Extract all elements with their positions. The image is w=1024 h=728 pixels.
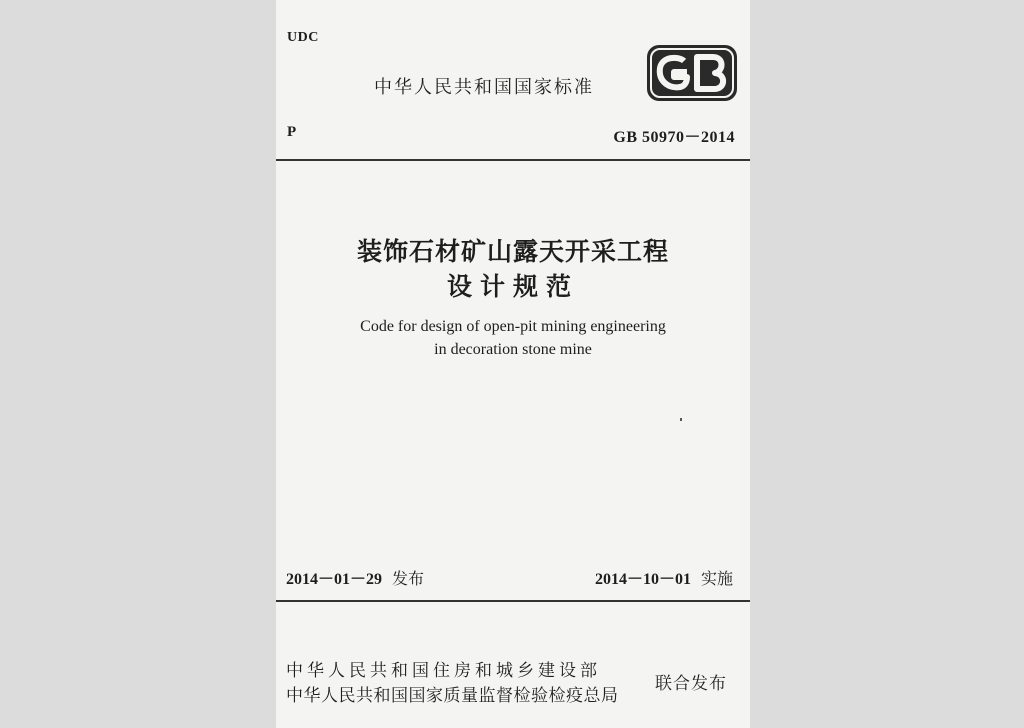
print-speck: [680, 418, 682, 421]
issuer-ministry-housing: 中华人民共和国住房和城乡建设部: [286, 661, 601, 681]
title-en-line1: Code for design of open-pit mining engineering: [360, 318, 666, 335]
classification-code: P: [287, 124, 297, 140]
implement-date: 2014－10－01: [594, 571, 691, 588]
gb-logo: [646, 44, 738, 102]
issue-label: 发布: [392, 569, 425, 588]
joint-issue-label: 联合发布: [655, 674, 727, 694]
issuer-aqsiq: 中华人民共和国国家质量监督检验检疫总局: [286, 686, 619, 706]
standard-number: GB 50970－2014: [613, 129, 735, 146]
title-cn-line2: 设计规范: [446, 272, 579, 301]
implement-date-block: [595, 566, 733, 589]
national-standard-heading: 中华人民共和国国家标准: [374, 77, 594, 98]
udc-label: UDC: [287, 30, 319, 45]
issue-date-block: [286, 566, 424, 589]
footer-divider: [276, 600, 750, 602]
title-cn-line1: 装饰石材矿山露天开采工程: [356, 237, 669, 266]
standard-cover-page: [276, 0, 750, 728]
header-divider: [276, 159, 750, 161]
title-en-line2: in decoration stone mine: [434, 341, 592, 358]
implement-label: 实施: [700, 569, 733, 588]
issue-date: 2014－01－29: [286, 571, 383, 588]
